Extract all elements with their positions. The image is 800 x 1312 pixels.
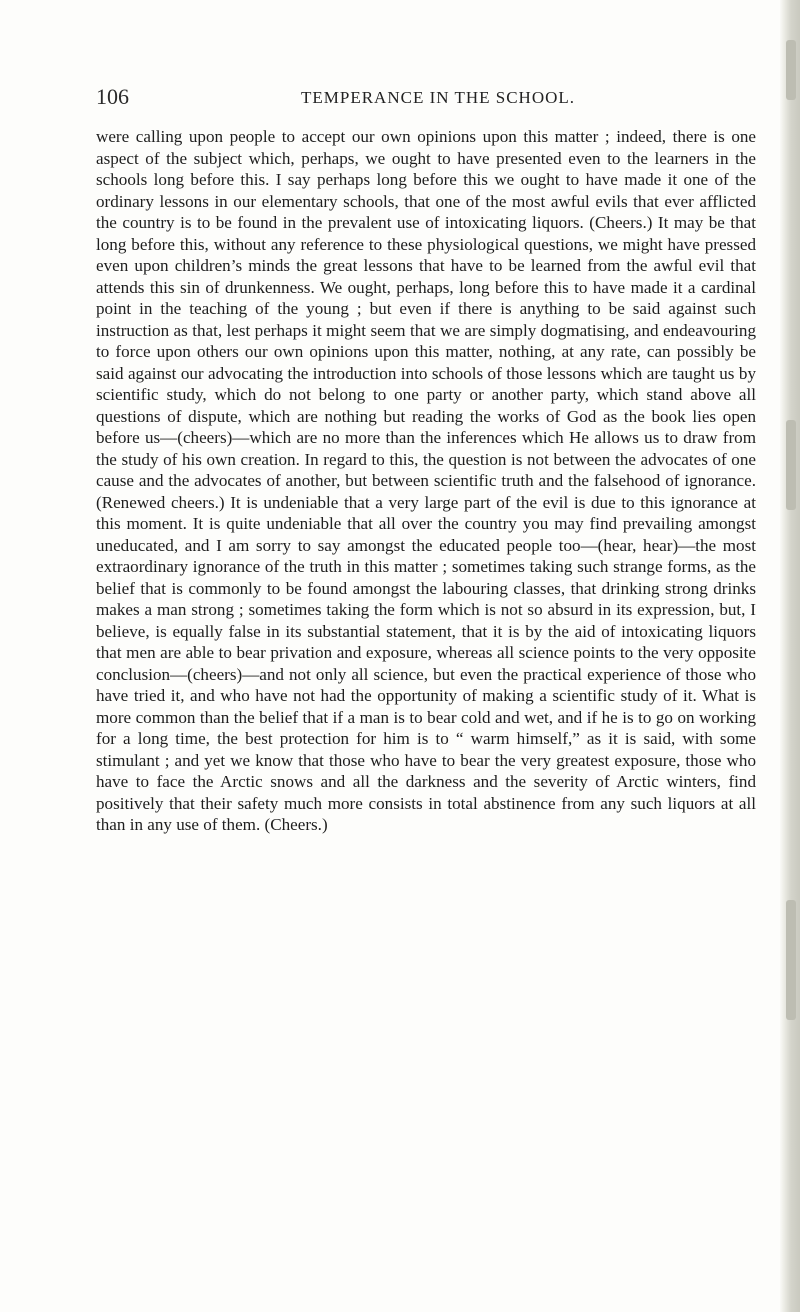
edge-stain <box>786 40 796 100</box>
page-edge-shadow <box>780 0 800 1312</box>
page-header <box>96 84 756 114</box>
edge-stain <box>786 420 796 510</box>
edge-stain <box>786 900 796 1020</box>
body-paragraph: were calling upon people to accept our own opinions upon this matter ; indeed, there is one aspect of the subject which, perhaps, we ought to have presented even to the learners in the schools long before this. I say perhaps long before this we ought to have made it one of the ordinary lessons in our elementary schools, that one of the most awful evils that ever afflicted the country is to be found in the prevalent use of intoxicating liquors. (Cheers.) It may be that long before this, without any reference to these physiological questions, we might have pressed even upon children’s minds the great lessons that have to be learned from the awful evil that attends this sin of drunkenness. We ought, perhaps, long before this to have made it a cardinal point in the teaching of the young ; but even if there is anything to be said against such instruction as that, lest perhaps it might seem that we are simply dogmatising, and endeavouring to force upon others our own opinions upon this matter, nothing, at any rate, can possibly be said against our advocating the introduction into schools of those lessons which are taught us by scientific study, which do not belong to one party or another party, which stand above all questions of dispute, which are nothing but reading the works of God as the book lies open before us—(cheers)—which are no more than the inferences which He allows us to draw from the study of his own creation. In regard to this, the question is not between the advocates of one cause and the advocates of another, but between scientific truth and the falsehood of ignorance. (Renewed cheers.) It is undeniable that a very large part of the evil is due to this ignorance at this moment. It is quite undeniable that all over the country you may find prevailing amongst uneducated, and I am sorry to say amongst the educated people too—(hear, hear)—the most extraordinary ignorance of the truth in this matter ; sometimes taking such strange forms, as the belief that is commonly to be found amongst the labouring classes, that drinking strong drinks makes a man strong ; sometimes taking the form which is not so absurd in its expression, but, I believe, is equally false in its substantial statement, that it is by the aid of intoxicating liquors that men are able to bear privation and exposure, whereas all science points to the very opposite conclusion—(cheers)—and not only all science, but even the practical experience of those who have tried it, and who have not had the opportunity of making a scientific study of it. What is more common than the belief that if a man is to bear cold and wet, and if he is to go on working for a long time, the best protection for him is to “ warm himself,” as it is said, with some stimulant ; and yet we know that those who have to bear the very greatest exposure, those who have to face the Arctic snows and all the darkness and the severity of Arctic winters, find positively that their safety much more consists in total abstinence from any such liquors at all than in any use of them. (Cheers.) <box>96 127 756 834</box>
running-head: TEMPERANCE IN THE SCHOOL. <box>300 88 576 107</box>
page-number: 106 <box>96 84 129 109</box>
